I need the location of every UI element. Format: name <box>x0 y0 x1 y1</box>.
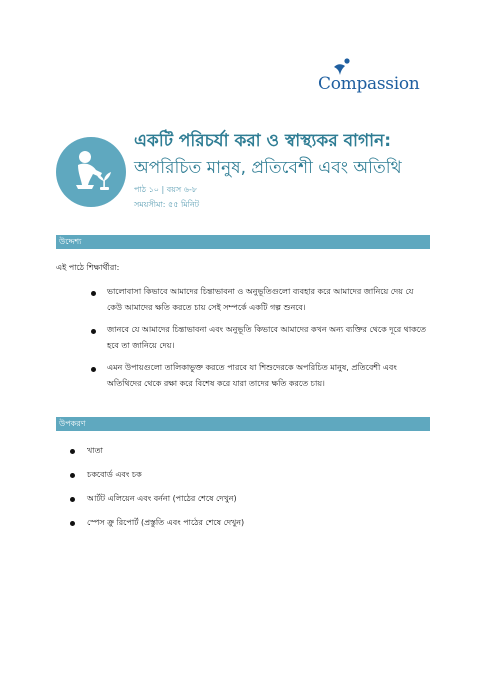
page-title: একটি পরিচর্যা করা ও স্বাস্থ্যকর বাগান: <box>134 131 391 151</box>
lesson-info: পাঠ ১০ | বয়স ৬-৮ <box>134 185 198 194</box>
material-item: খাতা <box>87 446 103 455</box>
objective-item: জানবে যে আমাদের চিন্তাভাবনা এবং অনুভূতি কিভাবে আমাদের কখন অন্য ব্যক্তির থেকে দূরে থাকতে হবে তা জানিয়ে দেয়। <box>107 325 426 350</box>
bullet-icon <box>91 367 96 372</box>
material-item: আর্টট এলিয়েন এবং বর্ননা (পাঠের শেষে দেখুন) <box>87 494 237 503</box>
objective-item: ভালোবাসা কিভাবে আমাদের চিন্তাভাবনা ও অনুভূতিগুলো ব্যবহার করে আমাদের জানিয়ে দেয় যে কেউ আমাদের ক্ষতি করতে চায় সেই সম্পর্কে একটি গল্প শুনবে। <box>107 287 414 312</box>
material-item: স্পেস ক্রু রিপোর্ট (প্রস্তুতি এবং পাঠের শেষে দেখুন) <box>87 518 245 527</box>
materials-heading: উপকরণ <box>56 417 430 431</box>
bullet-icon <box>91 291 96 296</box>
page-subtitle: অপরিচিত মানুষ, প্রতিবেশী এবং অতিথি <box>134 158 402 178</box>
objectives-heading: উদ্দেশ্য <box>56 235 430 249</box>
bullet-icon <box>70 473 75 478</box>
bullet-icon <box>70 521 75 526</box>
duration-info: সময়সীমা: ৫৫ মিনিট <box>134 200 200 209</box>
bullet-icon <box>91 329 96 334</box>
objectives-intro: এই পাঠে শিক্ষার্থীরা: <box>56 263 120 272</box>
bullet-icon <box>70 449 75 454</box>
compassion-logo <box>318 58 436 100</box>
bullet-icon <box>70 497 75 502</box>
objective-item: এমন উপায়গুলো তালিকাভুক্ত করতে পারবে যা শিশুদেরকে অপরিচিত মানুষ, প্রতিবেশী এবং অতিথিদের থেকে রক্ষা করে বিশেষ করে যারা তাদের ক্ষতি করতে চায়। <box>107 363 397 388</box>
logo-text: Compassion <box>318 74 420 94</box>
gardening-child-icon <box>56 137 126 207</box>
material-item: চকবোর্ড এবং চক <box>87 470 142 479</box>
